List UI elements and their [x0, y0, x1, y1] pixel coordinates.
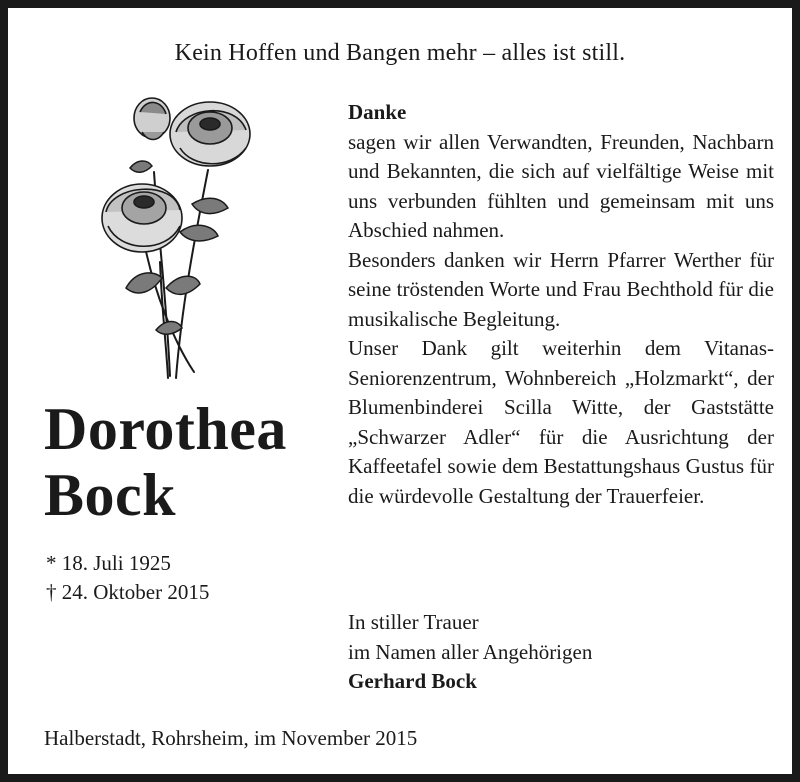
deceased-name: [44, 396, 334, 528]
thanks-heading: Danke: [348, 100, 407, 124]
thanks-paragraph-2: Besonders danken wir Herrn Pfarrer Werther für seine tröstenden Worte und Frau Bechthold für die musikalische Begleitung.: [348, 247, 774, 331]
thanks-paragraph-1: sagen wir allen Verwandten, Freunden, Nachbarn und Bekannten, die sich auf vielfältige Weise mit uns verbunden fühlten und gemeinsam mit uns Abschied nahmen.: [348, 129, 774, 242]
closing-line-2: im Namen aller Angehörigen: [348, 639, 593, 664]
thanks-paragraph-3: Unser Dank gilt weiterhin dem Vitanas-Seniorenzentrum, Wohnbereich „Holzmarkt“, der Blumenbinderei Scilla Witte, der Gaststätte „Schwarzer Adler“ für die Ausrichtung der Kaffeetafel sowie dem Bestattungshaus Gustus für die würdevolle Gestaltung der Trauerfeier.: [348, 336, 774, 508]
thanks-text: [348, 98, 774, 511]
birth-date: * 18. Juli 1925: [46, 551, 171, 575]
deceased-last-name: Bock: [44, 462, 177, 528]
deceased-first-name: Dorothea: [44, 396, 287, 462]
closing-line-1: In stiller Trauer: [348, 610, 479, 634]
motto-line: Kein Hoffen und Bangen mehr – alles ist still.: [174, 40, 626, 66]
place-date: Halberstadt, Rohrsheim, im November 2015: [44, 726, 418, 750]
signer-name: Gerhard Bock: [348, 669, 477, 693]
closing-block: [348, 608, 592, 697]
roses-icon: [96, 92, 268, 392]
death-date: † 24. Oktober 2015: [46, 580, 210, 604]
life-dates: [46, 549, 209, 607]
